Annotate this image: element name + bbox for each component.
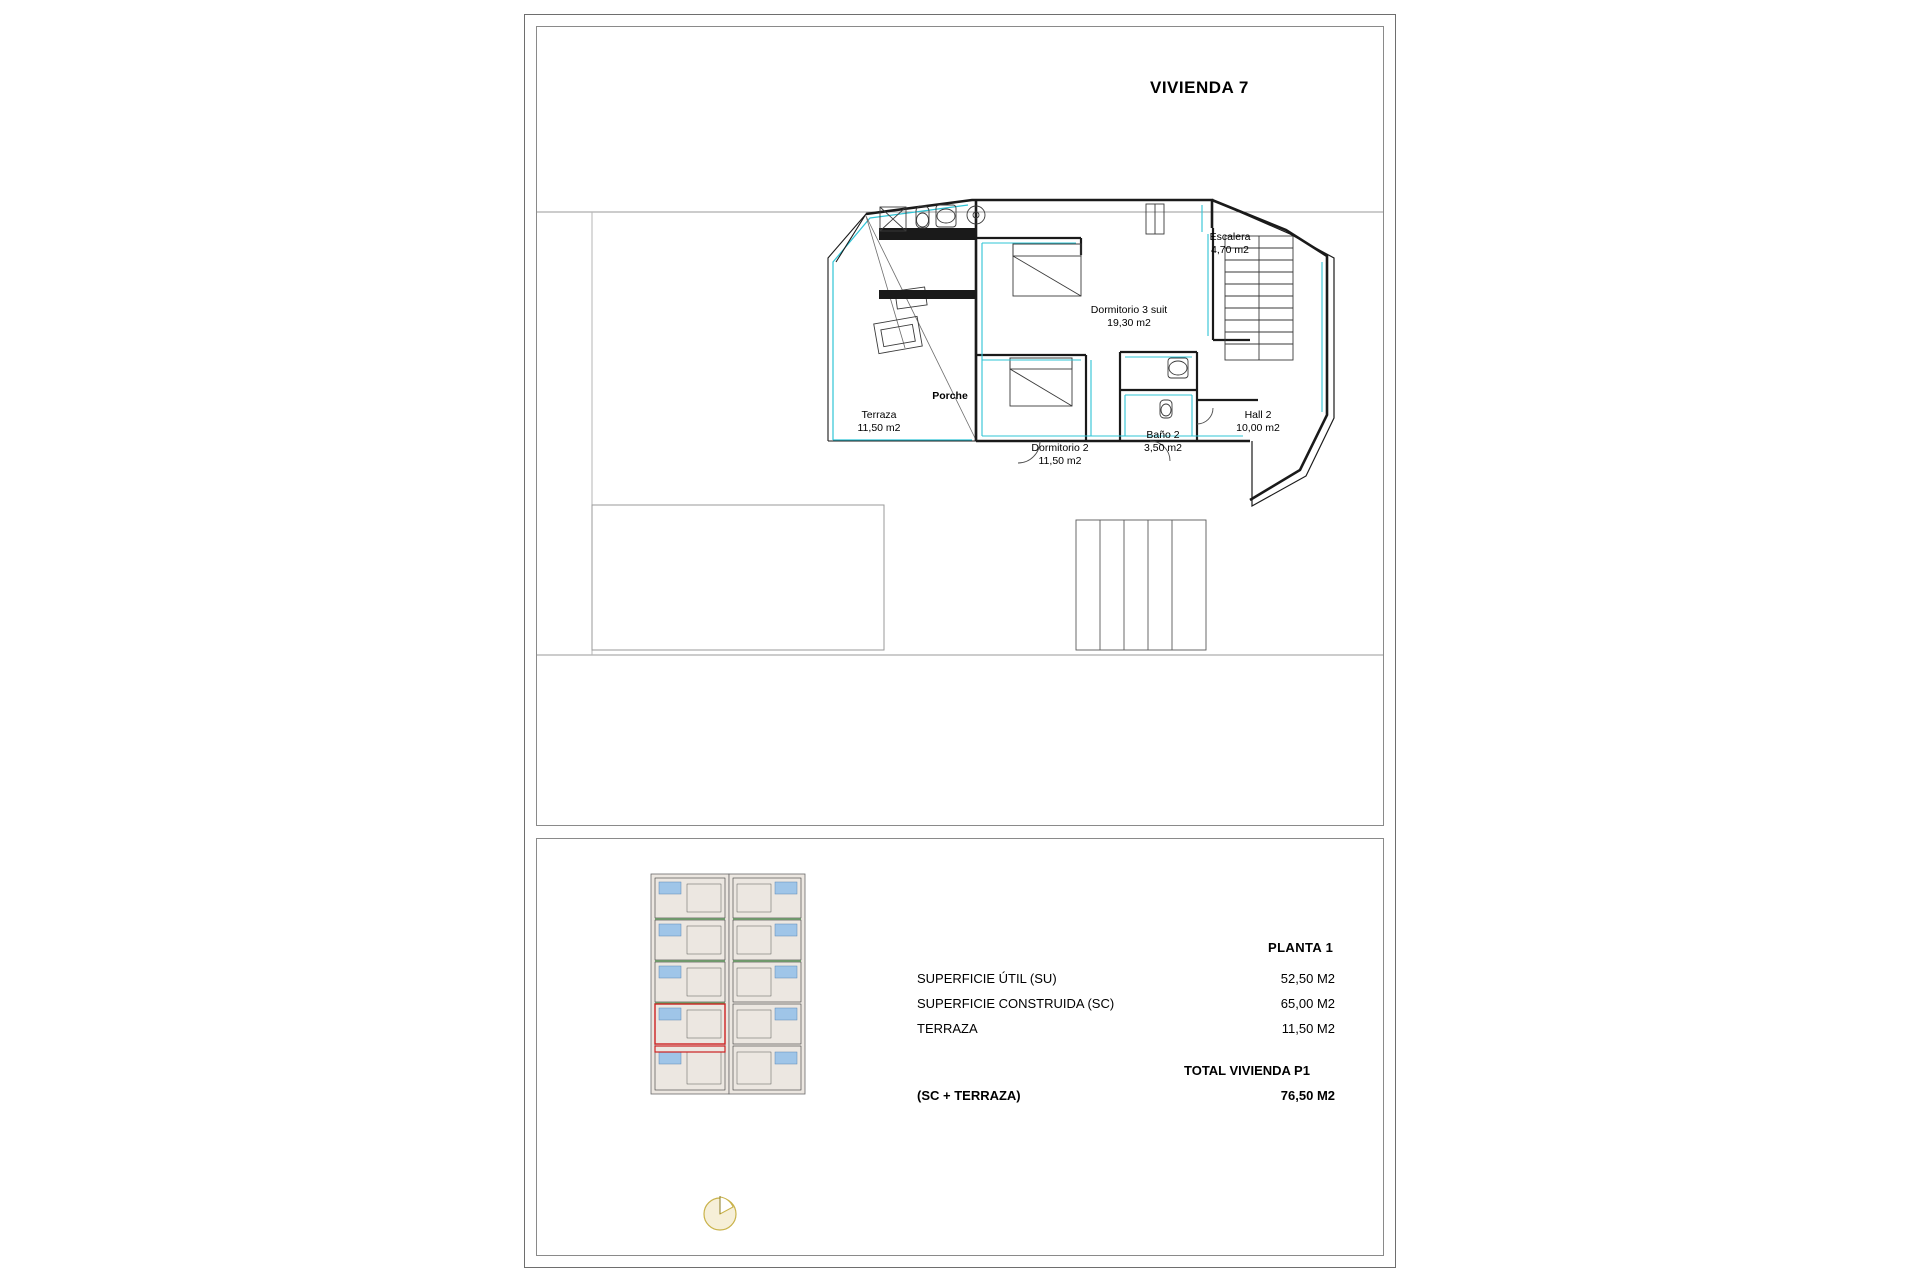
room-name: Hall 2 [1244,409,1272,421]
page-title: VIVIENDA 7 [1150,78,1249,97]
legend-value-su: 52,50 M2 [1280,971,1335,986]
room-name: Dormitorio 2 [1031,442,1089,454]
legend-heading: PLANTA 1 [1268,940,1334,955]
room-area: 19,30 m2 [1107,316,1151,329]
legend-label-su: SUPERFICIE ÚTIL (SU) [917,971,1057,986]
legend-note: (SC + TERRAZA) [917,1088,1021,1103]
legend-label-sc: SUPERFICIE CONSTRUIDA (SC) [917,996,1115,1011]
legend-total-value: 76,50 M2 [1280,1088,1335,1103]
room-label-terraza [833,409,925,434]
room-name: Escalera [1209,231,1251,243]
room-area: 4,70 m2 [1211,243,1249,256]
room-label-bano-2 [1124,429,1202,454]
room-area: 3,50 m2 [1144,441,1182,454]
legend-label-terraza: TERRAZA [917,1021,978,1036]
room-area: 11,50 m2 [1038,454,1082,467]
legend-value-sc: 65,00 M2 [1280,996,1335,1011]
key-plan [637,872,827,1096]
legend-value-terraza: 11,50 M2 [1281,1021,1335,1036]
room-name: Terraza [861,409,897,421]
legend-total-label: TOTAL VIVIENDA P1 [1184,1063,1310,1078]
room-name: Dormitorio 3 suit [1090,304,1168,316]
room-area: 11,50 m2 [857,421,901,434]
north-arrow-icon [700,1192,740,1232]
room-name: Porche [932,390,968,402]
room-area: 10,00 m2 [1236,421,1280,434]
room-label-hall-2 [1213,409,1303,434]
room-label-escalera [1199,231,1261,256]
room-label-dormitorio-3 [1053,304,1205,329]
room-name: Baño 2 [1146,429,1180,441]
room-label-porche [905,390,995,403]
room-label-dormitorio-2 [995,442,1125,467]
